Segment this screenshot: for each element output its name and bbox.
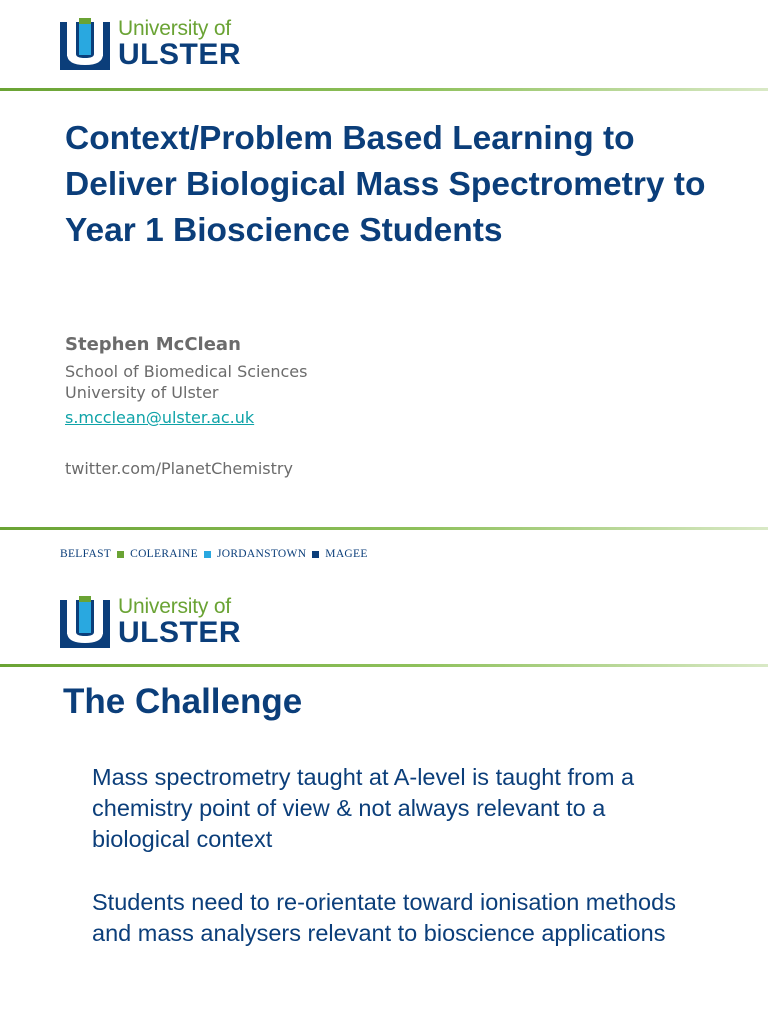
email-link[interactable]: s.mcclean@ulster.ac.uk <box>65 408 255 427</box>
campus-magee: MAGEE <box>325 548 368 560</box>
header-divider <box>0 664 768 667</box>
logo-line-1: University of <box>118 17 231 40</box>
author-name: Stephen McClean <box>65 334 241 355</box>
university-name: University of Ulster <box>65 383 219 402</box>
logo-wordmark <box>118 596 241 648</box>
university-logo <box>60 596 241 648</box>
campus-jordanstown: JORDANSTOWN <box>216 548 307 560</box>
logo-line-1: University of <box>118 595 231 618</box>
campus-coleraine: COLERAINE <box>130 548 198 560</box>
ulster-crest-icon <box>60 596 110 648</box>
footer-divider <box>0 527 768 530</box>
campus-belfast: BELFAST <box>60 548 112 560</box>
campus-list <box>60 548 368 560</box>
challenge-paragraph-1: Mass spectrometry taught at A-level is taught from a chemistry point of view & not always relevant to a biological context <box>92 764 635 852</box>
ulster-crest-icon <box>60 18 110 70</box>
twitter-handle: twitter.com/PlanetChemistry <box>65 459 293 478</box>
logo-line-2: ULSTER <box>118 38 241 71</box>
blue-square-icon <box>204 551 211 558</box>
challenge-paragraph-2: Students need to re-orientate toward ionisation methods and mass analysers relevant to bioscience applications <box>92 889 676 946</box>
challenge-slide <box>0 578 768 1024</box>
university-logo <box>60 18 241 70</box>
green-square-icon <box>117 551 124 558</box>
header-divider <box>0 88 768 91</box>
school-name: School of Biomedical Sciences <box>65 362 308 381</box>
logo-line-2: ULSTER <box>118 616 241 649</box>
navy-square-icon <box>312 551 319 558</box>
logo-wordmark <box>118 18 241 70</box>
presentation-title: Context/Problem Based Learning to Deliver Biological Mass Spectrometry to Year 1 Bioscience Students <box>65 120 706 249</box>
slide-heading: The Challenge <box>63 682 303 721</box>
